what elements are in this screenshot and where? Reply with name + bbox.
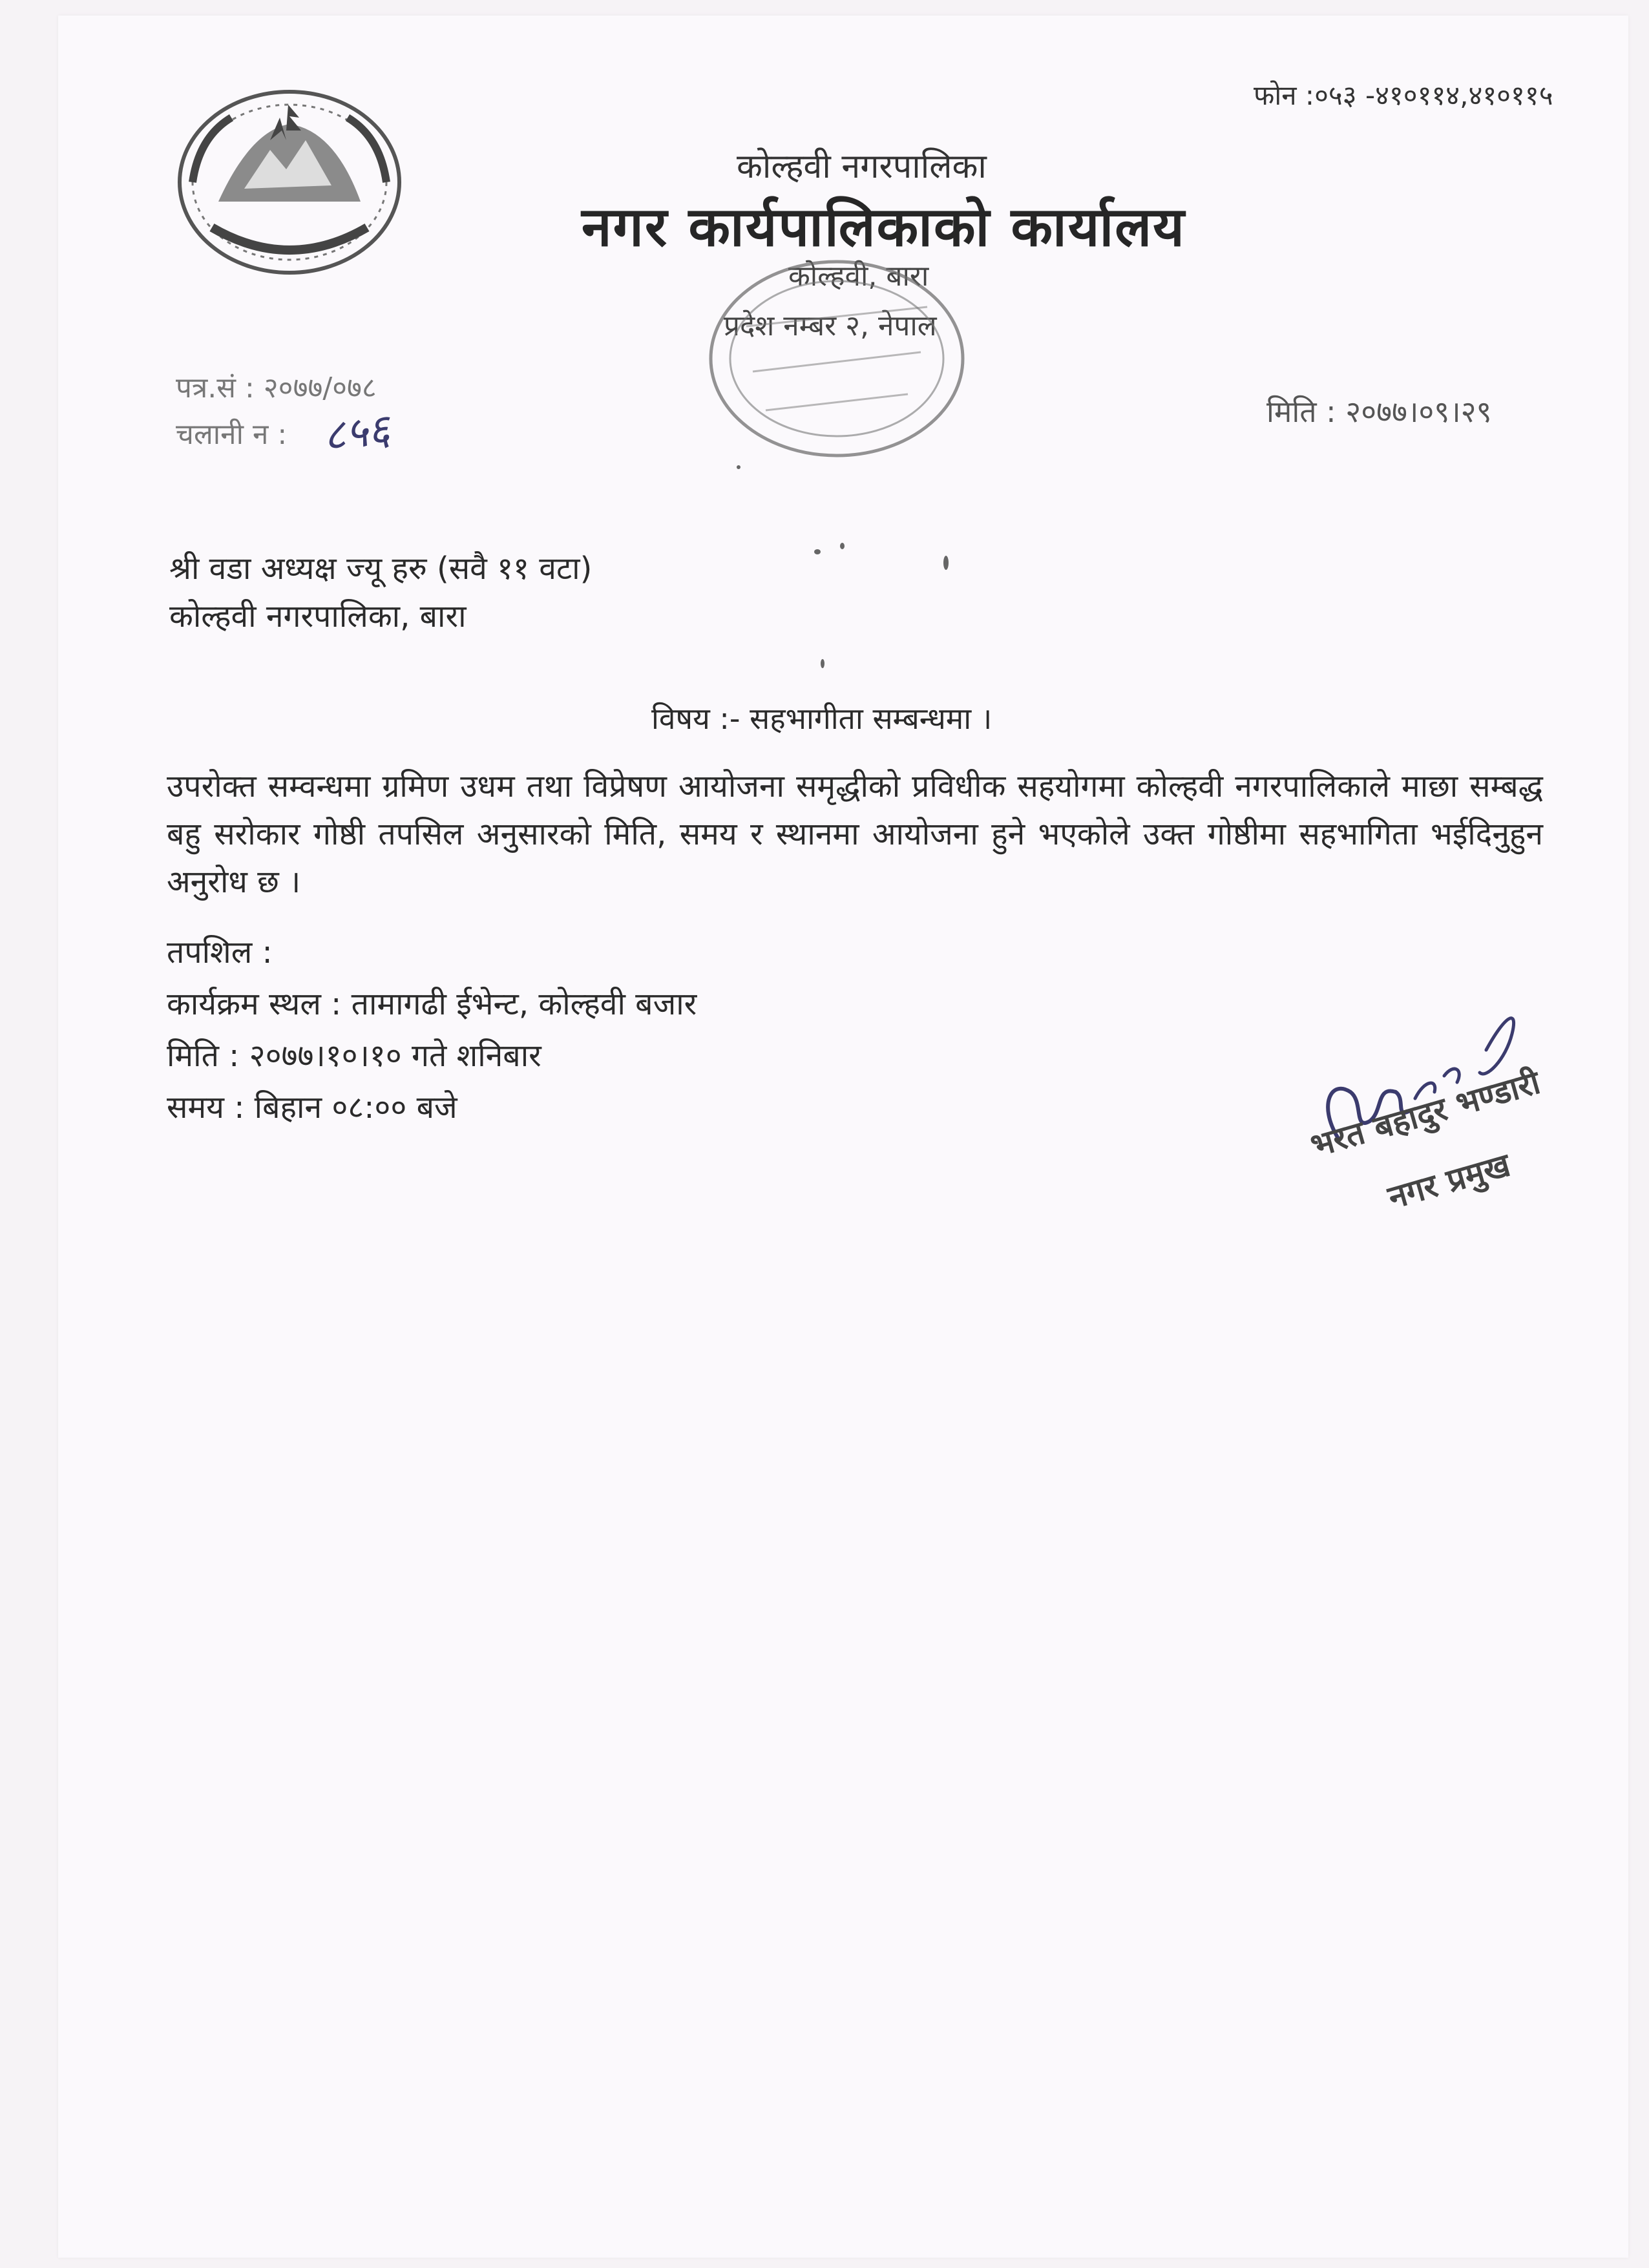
event-time-line: समय : बिहान ०८:०० बजे bbox=[167, 1089, 457, 1126]
nepal-emblem-icon bbox=[173, 79, 406, 279]
address-line-1: कोल्हवी, बारा bbox=[788, 260, 929, 293]
scan-speck bbox=[943, 556, 949, 570]
reference-number: पत्र.सं : २०७७/०७८ bbox=[176, 372, 377, 404]
chalani-number-handwritten: ८५६ bbox=[320, 404, 392, 461]
phone-number: फोन :०५३ -४१०११४,४१०११५ bbox=[1254, 79, 1553, 111]
scan-speck bbox=[737, 465, 740, 469]
scan-speck bbox=[821, 659, 824, 668]
address-line-2: प्रदेश नम्बर २, नेपाल bbox=[724, 310, 937, 342]
office-title: नगर कार्यपालिकाको कार्यालय bbox=[582, 195, 1186, 258]
venue-line: कार्यक्रम स्थल : तामागढी ईभेन्ट, कोल्हवी बजार bbox=[167, 986, 697, 1022]
body-paragraph: उपरोक्त सम्वन्धमा ग्रमिण उधम तथा विप्रेषण आयोजना समृद्धीको प्रविधीक सहयोगमा कोल्हवी नगरपालिकाले माछा सम्बद्ध बहु सरोकार गोष्ठी तपसिल अनुसारको मिति, समय र स्थानमा आयोजना हुने भएकोले उक्त गोष्ठीमा सहभागिता भईदिनुहुन अनुरोध छ । bbox=[167, 768, 1543, 900]
scan-speck bbox=[840, 543, 845, 549]
scan-speck bbox=[814, 549, 821, 554]
recipient-line-1: श्री वडा अध्यक्ष ज्यू हरु (सवै ११ वटा) bbox=[169, 551, 593, 587]
signatory-title: नगर प्रमुख bbox=[1383, 1146, 1515, 1217]
details-heading: तपशिल : bbox=[167, 934, 273, 971]
signatory-name: भरत बहादुर भण्डारी bbox=[1306, 1063, 1544, 1165]
chalani-label: चलानी न : bbox=[176, 418, 288, 451]
office-stamp-icon bbox=[701, 242, 972, 475]
subject-line: विषय :- सहभागीता सम्बन्धमा । bbox=[651, 701, 993, 736]
recipient-line-2: कोल्हवी नगरपालिका, बारा bbox=[169, 598, 467, 635]
event-date-line: मिति : २०७७।१०।१० गते शनिबार bbox=[167, 1038, 541, 1074]
municipality-name: कोल्हवी नगरपालिका bbox=[737, 147, 987, 186]
letter-date: मिति : २०७७।०९।२९ bbox=[1266, 394, 1492, 429]
